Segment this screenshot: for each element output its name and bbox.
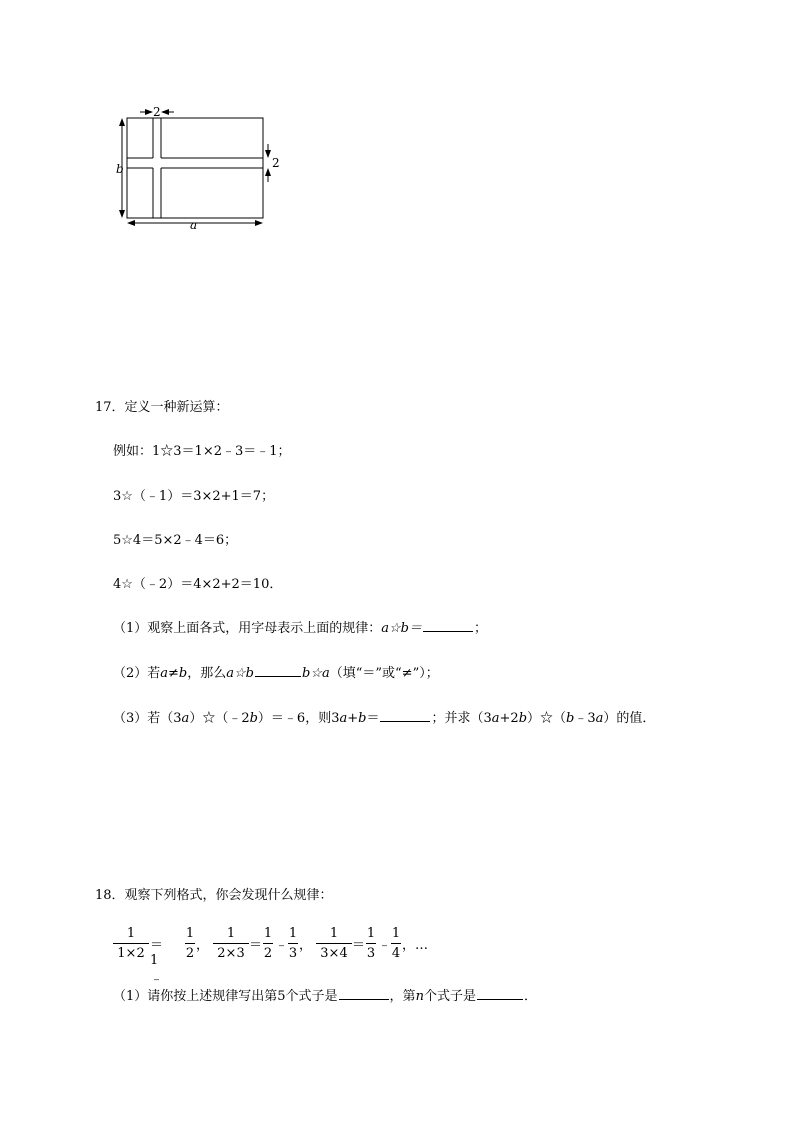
label-a: a — [190, 218, 198, 232]
q17-title: 17．定义一种新运算： — [95, 400, 229, 415]
q17-example-4: 4☆（﹣2）＝4×2+2＝10． — [113, 577, 283, 592]
answer-blank — [477, 987, 523, 1000]
q17-part-1: （1）观察上面各式，用字母表示上面的规律：a☆b＝ ； — [113, 621, 488, 636]
q17-part-2: （2）若a≠b，那么a☆b b☆a（填“＝”或“≠”）； — [113, 666, 439, 681]
label-right-2: 2 — [272, 156, 280, 170]
q17-example-2: 3☆（﹣1）＝3×2+1＝7； — [113, 489, 275, 504]
fraction: 1 3×4 — [316, 925, 352, 962]
q17-part-3: （3）若（3a）☆（﹣2b）＝﹣6，则3a+b＝ ；并求（3a+2b）☆（b﹣3a）的值． — [113, 711, 656, 726]
fraction: 1 3 — [288, 926, 298, 961]
answer-blank — [423, 619, 473, 632]
fraction: 1 2 — [263, 926, 273, 961]
answer-blank — [380, 709, 430, 722]
q17-example-1: 例如：1☆3＝1×2﹣3＝﹣1； — [113, 444, 291, 459]
q18-part-1: （1）请你按上述规律写出第5个式子是 ，第n个式子是 ． — [113, 989, 537, 1004]
rectangle-figure — [0, 0, 300, 240]
q18-title: 18．观察下列格式，你会发现什么规律： — [95, 888, 333, 903]
fraction: 1 2×3 — [213, 925, 249, 962]
q17-example-3: 5☆4＝5×2﹣4＝6； — [113, 533, 238, 548]
fraction: 1 1×2 — [113, 925, 149, 962]
label-b: b — [116, 162, 124, 176]
fraction: 1 2 — [185, 926, 195, 961]
fraction: 1 3 — [366, 926, 376, 961]
answer-blank — [255, 664, 301, 677]
label-top-2: 2 — [153, 105, 161, 119]
fraction: 1 4 — [391, 926, 401, 961]
answer-blank — [339, 987, 389, 1000]
